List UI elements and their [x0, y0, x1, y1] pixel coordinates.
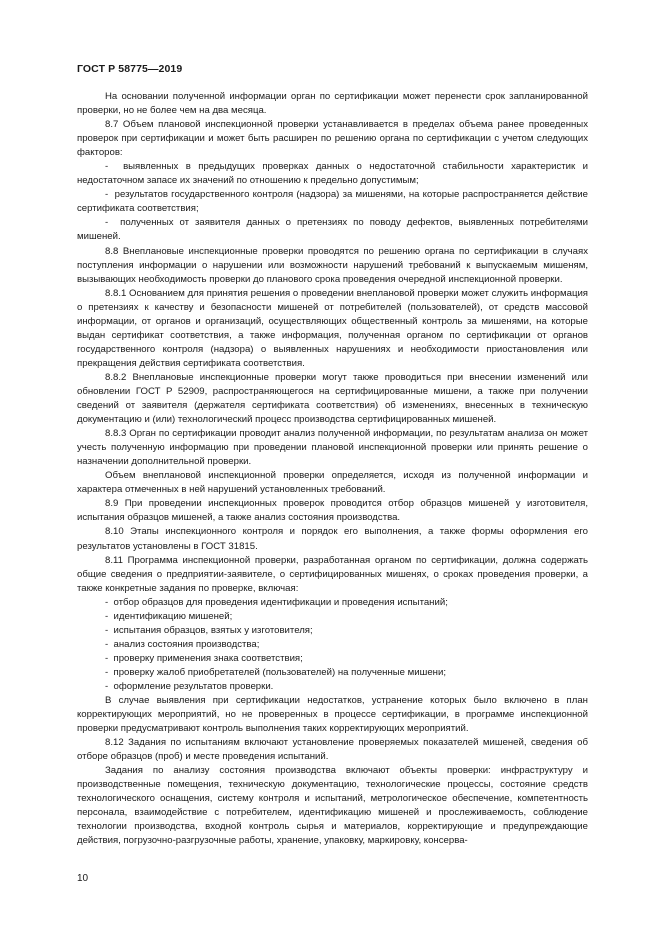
- paragraph: 8.8 Внеплановые инспекционные проверки проводятся по решению органа по сертификации в случаях поступления информации о нарушении или возможности нарушений требований к выпускаемым мишеням, вызывающих необходимость проверки до планового срока проведения очередной инспекционной проверки.: [77, 245, 588, 285]
- paragraph: 8.8.3 Орган по сертификации проводит анализ полученной информации, по результатам анализа он может учесть полученную информацию при проведении плановой инспекционной проверки или принять решение о назначении дополнительной проверки.: [77, 428, 588, 468]
- paragraph: На основании полученной информации орган по сертификации может перенести срок запланированной проверки, но не более чем на два месяца.: [77, 91, 588, 117]
- paragraph: 8.7 Объем плановой инспекционной проверки устанавливается в пределах объема ранее проведенных проверок при сертификации и может быть расширен по решению органа по сертификации с учетом следующих факторов:: [77, 119, 588, 159]
- paragraph: 8.8.1 Основанием для принятия решения о проведении внеплановой проверки может служить информация о претензиях к качеству и безопасности мишеней от потребителей (пользователей), от средств массовой информации, от органов и организаций, осуществляющих общественный контроль за мишенями, на которые выдан сертификат соответствия, а также информация, полученная органом по сертификации от органов государственного контроля (надзора) о выявленных нарушениях и необходимости приостановления или прекращения действия сертификата соответствия.: [77, 287, 588, 369]
- paragraph: 8.9 При проведении инспекционных проверок проводится отбор образцов мишеней у изготовителя, испытания образцов мишеней, а также анализ состояния производства.: [77, 498, 588, 524]
- list-item: - проверку применения знака соответствия;: [77, 652, 588, 666]
- list-item: - идентификацию мишеней;: [77, 610, 588, 624]
- list-item: - проверку жалоб приобретателей (пользователей) на полученные мишени;: [77, 666, 588, 680]
- list-item: - выявленных в предыдущих проверках данных о недостаточной стабильности характеристик и недостаточном запасе их значений по отношению к предельно допустимым;: [77, 160, 588, 188]
- paragraph: 8.10 Этапы инспекционного контроля и порядок его выполнения, а также формы оформления его результатов установлены в ГОСТ 31815.: [77, 526, 588, 552]
- paragraph: Задания по анализу состояния производства включают объекты проверки: инфраструктуру и производственные помещения, техническую документацию, технологические процессы, состояние средств технологического оснащения, систему контроля и испытаний, метрологическое обеспечение, компетентность персонала, взаимодействие с потребителем, идентификацию мишеней и прослеживаемость, соблюдение технологии производства, входной контроль сырья и материалов, корректирующие и предупреждающие действия, погрузочно-разгрузочные работы, хранение, упаковку, маркировку, консерва-: [77, 765, 588, 847]
- document-body: [77, 90, 588, 849]
- page-number: 10: [77, 873, 89, 884]
- paragraph: 8.8.2 Внеплановые инспекционные проверки могут также проводиться при внесении изменений или обновлении ГОСТ Р 52909, распространяющегося на сертифицированные мишени, а также при получении сведений от заявителя (держателя сертификата соответствия) об изменениях, внесенных в техническую документацию и (или) технологический процесс производства сертифицированных мишеней.: [77, 371, 588, 426]
- list-item: - оформление результатов проверки.: [77, 680, 588, 694]
- list-item: - результатов государственного контроля (надзора) за мишенями, на которые распространяется действие сертификата соответствия;: [77, 188, 588, 216]
- paragraph: 8.11 Программа инспекционной проверки, разработанная органом по сертификации, должна содержать общие сведения о предприятии-заявителе, о сертифицированных мишенях, о сроках проведения проверки, а также конкретные задания по проверке, включая:: [77, 554, 588, 594]
- paragraph: Объем внеплановой инспекционной проверки определяется, исходя из полученной информации и характера отмеченных в ней нарушений установленных требований.: [77, 470, 588, 496]
- list-item: - анализ состояния производства;: [77, 638, 588, 652]
- list-item: - полученных от заявителя данных о претензиях по поводу дефектов, выявленных потребителями мишеней.: [77, 216, 588, 244]
- paragraph: 8.12 Задания по испытаниям включают установление проверяемых показателей мишеней, сведения об отборе образцов (проб) и месте проведения испытаний.: [77, 737, 588, 763]
- list-item: - отбор образцов для проведения идентификации и проведения испытаний;: [77, 596, 588, 610]
- paragraph: В случае выявления при сертификации недостатков, устранение которых было включено в план корректирующих мероприятий, но не проверенных в процессе сертификации, в программе инспекционной проверки предусматривают контроль выполнения таких корректирующих мероприятий.: [77, 695, 588, 735]
- list-item: - испытания образцов, взятых у изготовителя;: [77, 624, 588, 638]
- standard-header: ГОСТ Р 58775—2019: [77, 63, 183, 75]
